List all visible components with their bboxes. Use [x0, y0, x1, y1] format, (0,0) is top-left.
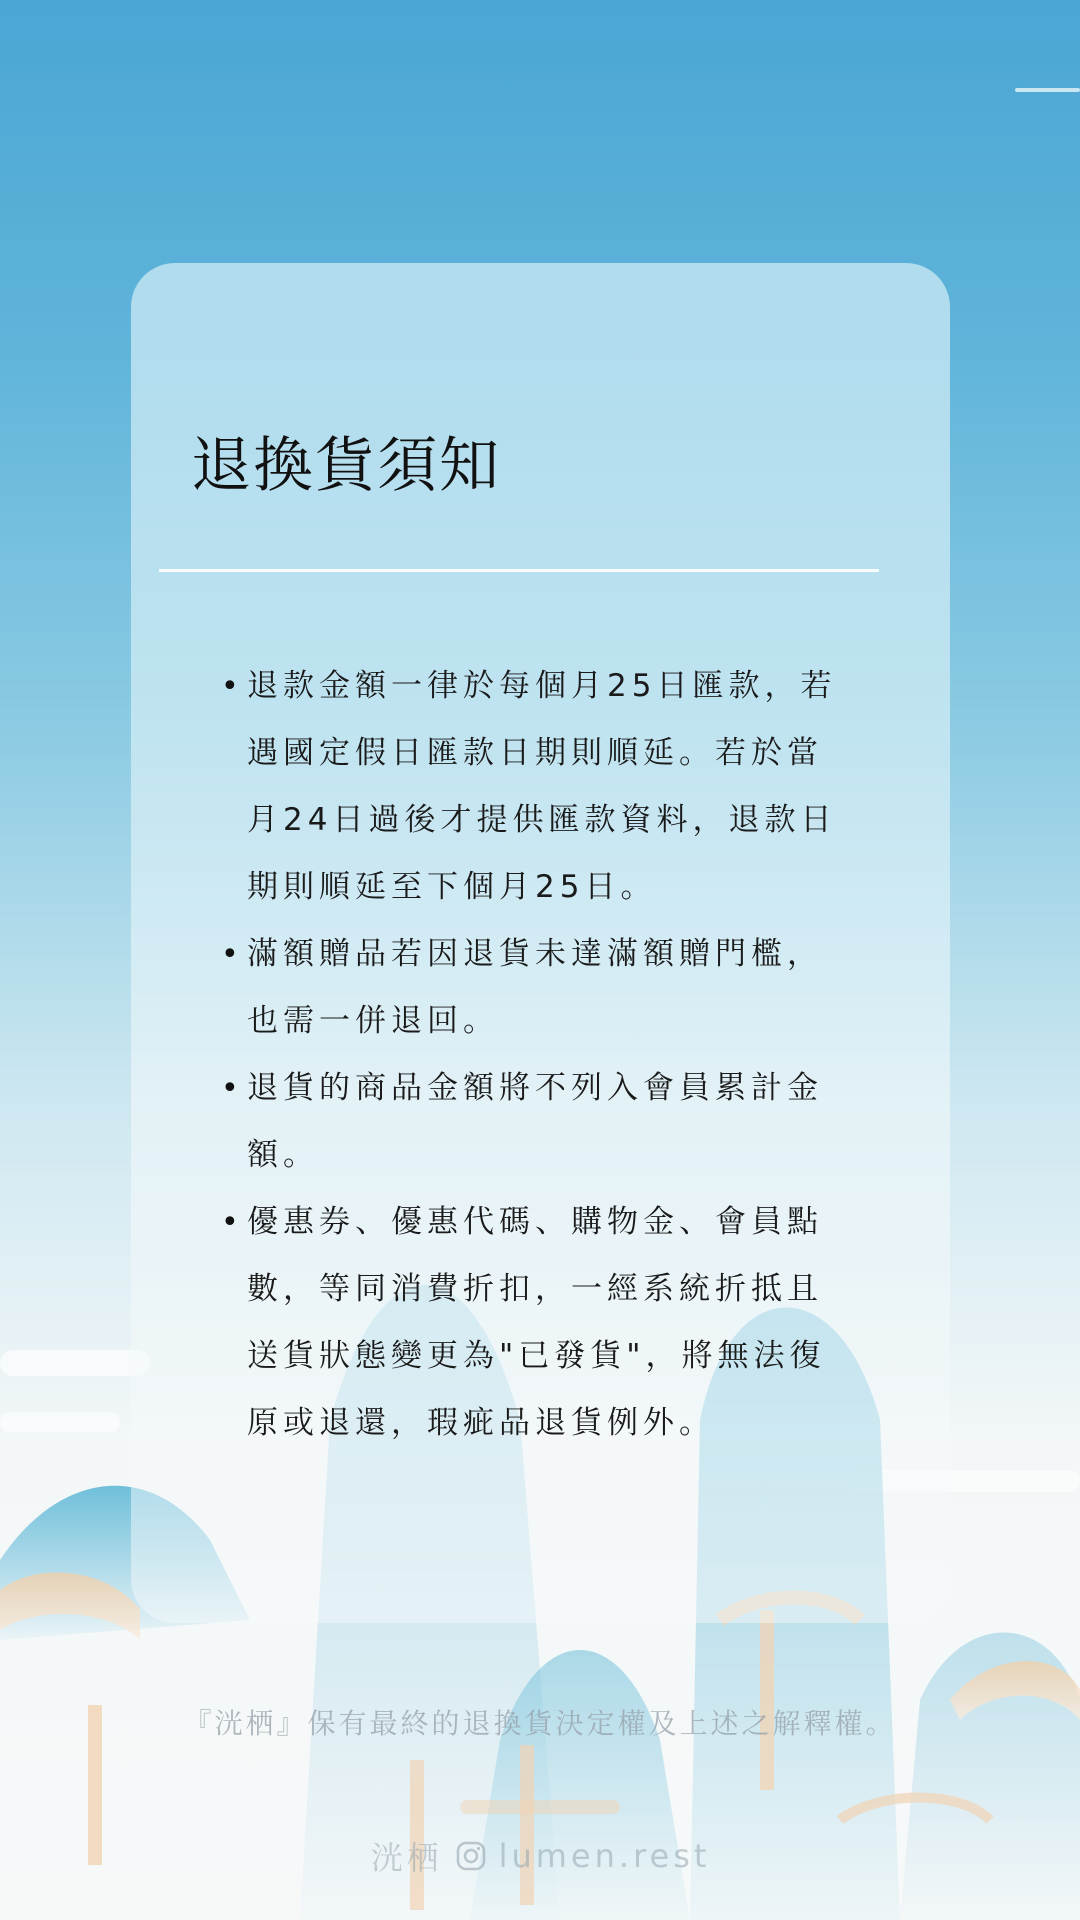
- bullet-icon: •: [221, 1205, 244, 1240]
- instagram-icon: [455, 1840, 487, 1872]
- bullet-icon: •: [221, 937, 244, 972]
- list-item: [221, 921, 847, 1055]
- policy-text-gift-return: 滿額贈品若因退貨未達滿額贈門檻，也需一併退回。: [247, 936, 823, 1039]
- title-divider: [159, 569, 879, 572]
- list-item: [221, 1055, 847, 1189]
- list-item: [221, 653, 847, 921]
- watermark-handle: lumen.rest: [498, 1837, 711, 1875]
- footer-disclaimer: 『洸栖』保有最終的退換貨決定權及上述之解釋權。: [183, 1707, 897, 1740]
- policy-text-refund-date: 退款金額一律於每個月25日匯款，若遇國定假日匯款日期則順延。若於當月24日過後才提供匯款資料，退款日期則順延至下個月25日。: [247, 668, 837, 905]
- policy-text-member-total: 退貨的商品金額將不列入會員累計金額。: [247, 1070, 823, 1173]
- bullet-icon: •: [221, 669, 244, 704]
- brand-watermark: [131, 1833, 950, 1879]
- policy-text-discount: 優惠券、優惠代碼、購物金、會員點數，等同消費折扣，一經系統折抵且送貨狀態變更為"已發貨"，將無法復原或退還，瑕疵品退貨例外。: [247, 1204, 826, 1441]
- policy-list: [221, 653, 847, 1457]
- list-item: [221, 1189, 847, 1457]
- bullet-icon: •: [221, 1071, 244, 1106]
- watermark-brand: 洸栖: [370, 1839, 443, 1877]
- page-title: 退換貨須知: [191, 431, 501, 501]
